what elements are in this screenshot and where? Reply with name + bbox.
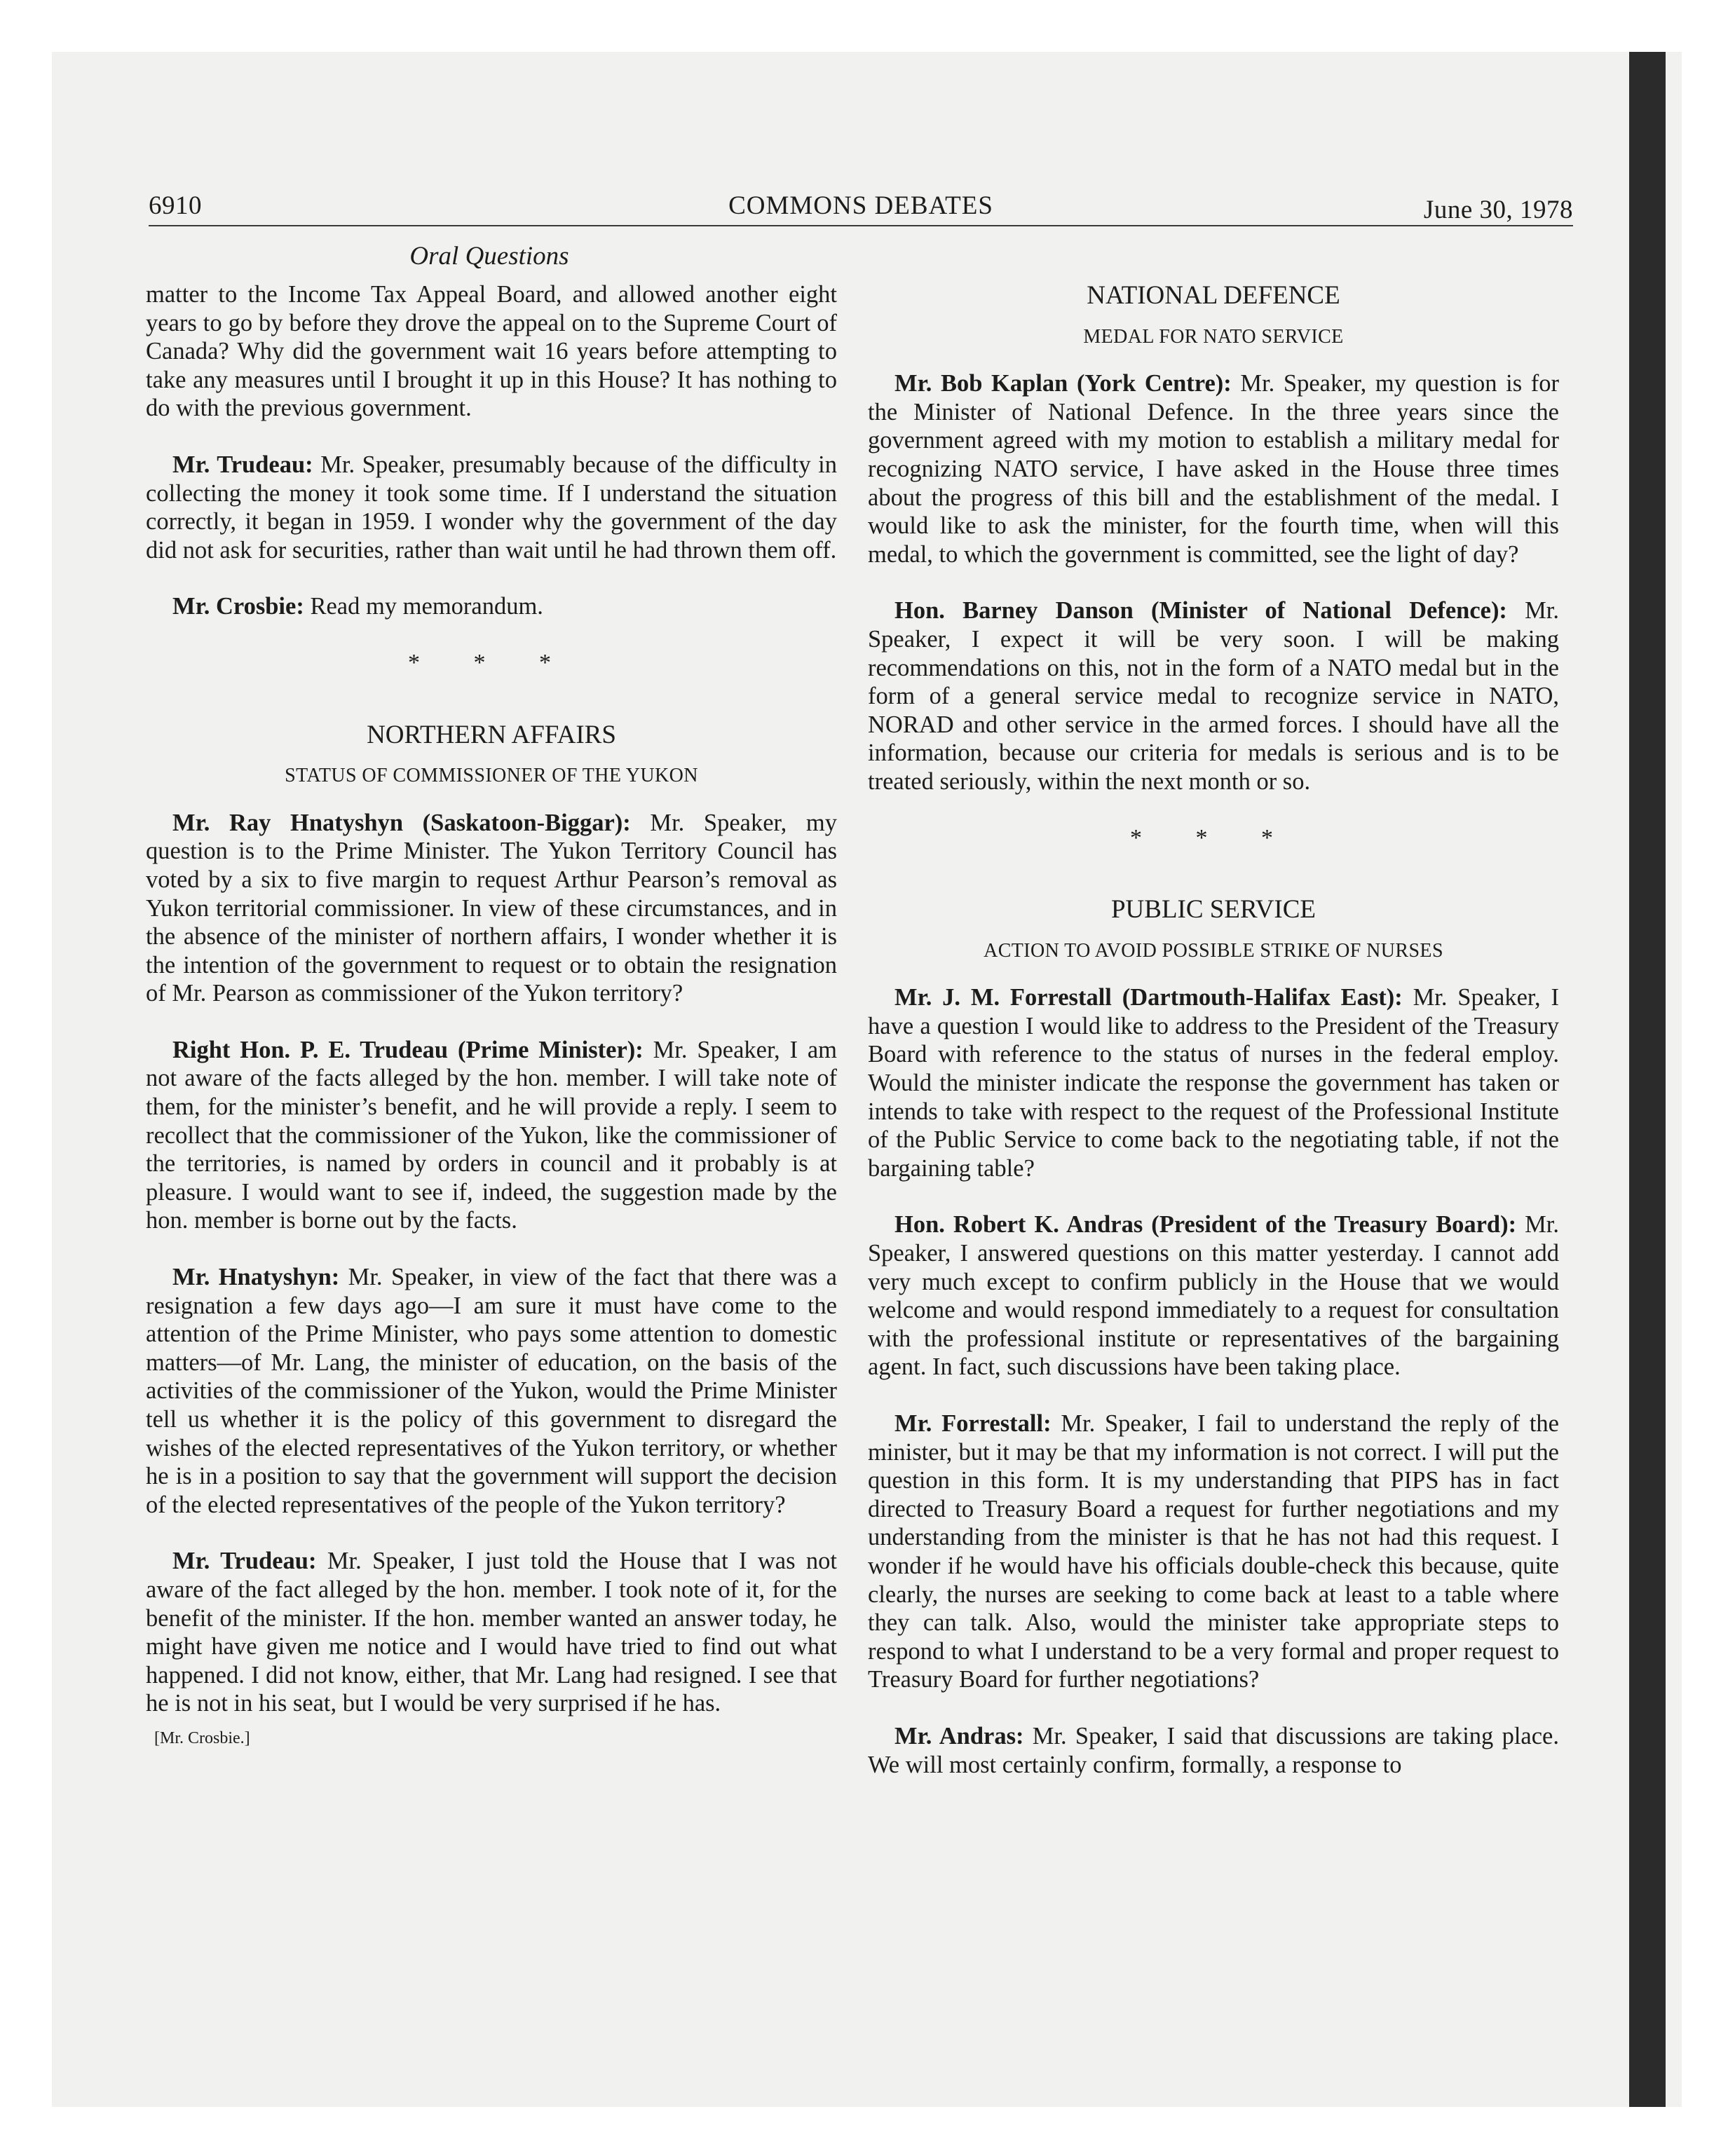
- section-subheading: MEDAL FOR NATO SERVICE: [1083, 325, 1344, 348]
- page-number: 6910: [149, 191, 202, 220]
- speaker-name: Mr. Forrestall:: [894, 1410, 1052, 1437]
- speech-text: Mr. Speaker, I answered questions on this matter yesterday. I cannot add very much except to confirm publicly in the House that we would welcome and would respond immediately to a request for consultation with the professional institute or representatives of the bargaining agent. In fact, such discussions have been taking place.: [868, 1211, 1559, 1381]
- paragraph: [146, 592, 837, 621]
- paragraph: [146, 451, 837, 564]
- paragraph: [146, 1547, 837, 1718]
- footnote: [Mr. Crosbie.]: [154, 1728, 250, 1747]
- speaker-name: Mr. Hnatyshyn:: [172, 1264, 340, 1291]
- paragraph: [146, 1263, 837, 1519]
- paragraph: [868, 1410, 1559, 1694]
- speech-text: Mr. Speaker, I am not aware of the facts alleged by the hon. member. I will take note of them, for the minister’s benefit, and he will provide a reply. I seem to recollect that the commissioner of the Yukon, like the commissioner of the territories, is named by orders in council and it probably is at pleasure. I would want to see if, indeed, the suggestion made by the hon. member is borne out by the facts.: [146, 1036, 837, 1234]
- paragraph: [868, 983, 1559, 1182]
- speech-text: Mr. Speaker, my question is for the Minister of National Defence. In the three years since the government agreed with my motion to establish a military medal for recognizing NATO service, I have asked in the House three times about the progress of this bill and the establishment of the medal. I would like to ask the minister, for the fourth time, when will this medal, to which the government is committed, see the light of day?: [868, 370, 1559, 568]
- page-header: [149, 191, 1573, 233]
- speaker-name: Hon. Robert K. Andras (President of the Treasury Board):: [894, 1211, 1517, 1239]
- section-title: NORTHERN AFFAIRS: [367, 720, 616, 749]
- speech-text: Mr. Speaker, I expect it will be very soon. I will be making recommendations on this, not in the form of a NATO medal but in the form of a general service medal to recognize service in NATO, NORAD and other service in the armed forces. I should have all the information, because our criteria for medals is serious and is to be treated seriously, within the next month or so.: [868, 597, 1559, 795]
- speaker-name: Mr. Trudeau:: [172, 1548, 317, 1575]
- section-subheading: STATUS OF COMMISSIONER OF THE YUKON: [285, 765, 698, 787]
- page-date: June 30, 1978: [1423, 196, 1573, 224]
- speaker-name: Mr. Bob Kaplan (York Centre):: [894, 370, 1232, 397]
- speaker-name: Mr. Ray Hnatyshyn (Saskatoon-Biggar):: [172, 809, 631, 836]
- paragraph: [146, 809, 837, 1008]
- paragraph: [868, 369, 1559, 568]
- speech-text: Mr. Speaker, I have a question I would like to address to the President of the Treasury Board with reference to the status of nurses in the federal employ. Would the minister indicate the response the government has taken or intends to take with respect to the request of the Professional Institute of the Public Service to come back to the negotiating table, if not the bargaining table?: [868, 984, 1559, 1182]
- paragraph: [146, 1036, 837, 1235]
- speech-text: Mr. Speaker, my question is to the Prime Minister. The Yukon Territory Council has voted by a six to five margin to request Arthur Pearson’s removal as Yukon territorial commissioner. In view of these circumstances, and in the absence of the minister of northern affairs, I wonder whether it is the intention of the government to request or to obtain the resignation of Mr. Pearson as commissioner of the Yukon territory?: [146, 809, 837, 1007]
- speaker-name: Right Hon. P. E. Trudeau (Prime Minister):: [172, 1036, 644, 1063]
- section-separator: * * *: [408, 649, 575, 676]
- right-column: [868, 282, 1559, 1807]
- speaker-name: Mr. Andras:: [894, 1722, 1024, 1749]
- paragraph: [868, 1722, 1559, 1779]
- scan-edge: [1629, 52, 1666, 2107]
- paragraph: [146, 280, 837, 423]
- paragraph: [868, 596, 1559, 796]
- speaker-name: Mr. J. M. Forrestall (Dartmouth-Halifax East):: [894, 984, 1403, 1011]
- speech-text: Mr. Speaker, I fail to understand the reply of the minister, but it may be that my information is not correct. I will put the question in this form. It is my understanding that PIPS has in fact directed to Treasury Board a request for further negotiations and my understanding from the minister is that he has not had this request. I wonder if he would have his officials double-check this because, quite clearly, the nurses are seeking to come back at least to a table where they can talk. Also, would the minister take appropriate steps to respond to what I understand to be a very formal and proper request to Treasury Board for further negotiations?: [868, 1410, 1559, 1693]
- speaker-name: Mr. Crosbie:: [172, 593, 304, 620]
- section-separator: * * *: [1130, 824, 1297, 851]
- left-column: [146, 280, 837, 1749]
- paragraph: [868, 1210, 1559, 1381]
- speaker-name: Mr. Trudeau:: [172, 451, 313, 478]
- section-title: PUBLIC SERVICE: [1110, 895, 1316, 925]
- speech-text: Mr. Speaker, presumably because of the difficulty in collecting the money it took some time. If I understand the situation correctly, it began in 1959. I wonder why the government of the day did not ask for securities, rather than wait until he had thrown them off.: [146, 451, 837, 564]
- running-head: Oral Questions: [409, 242, 569, 271]
- speech-text: Mr. Speaker, I said that discussions are taking place. We will most certainly confirm, formally, a response to: [868, 1722, 1559, 1778]
- speech-text: matter to the Income Tax Appeal Board, and allowed another eight years to go by before they drove the appeal on to the Supreme Court of Canada? Why did the government wait 16 years before attempting to take any measures until I brought it up in this House? It has nothing to do with the previous government.: [146, 281, 837, 422]
- section-subheading: ACTION TO AVOID POSSIBLE STRIKE OF NURSES: [984, 939, 1443, 962]
- publication-title: COMMONS DEBATES: [728, 191, 993, 220]
- section-title: NATIONAL DEFENCE: [1087, 281, 1340, 310]
- header-rule: [149, 225, 1573, 226]
- speaker-name: Hon. Barney Danson (Minister of National Defence):: [894, 597, 1507, 625]
- speech-text: Mr. Speaker, I just told the House that I was not aware of the fact alleged by the hon. member. I took note of it, for the benefit of the minister. If the hon. member wanted an answer today, he might have given me notice and I would have tried to find out what happened. I did not know, either, that Mr. Lang had resigned. I see that he is not in his seat, but I would be very surprised if he has.: [146, 1548, 837, 1717]
- speech-text: Mr. Speaker, in view of the fact that there was a resignation a few days ago—I am sure it must have come to the attention of the Prime Minister, who pays some attention to domestic matters—of Mr. Lang, the minister of education, on the basis of the activities of the commissioner of the Yukon, would the Prime Minister tell us whether it is the policy of this government to disregard the wishes of the elected representatives of the Yukon territory, or whether he is in a position to say that the government will support the decision of the elected representatives of the people of the Yukon territory?: [146, 1264, 837, 1518]
- speech-text: Read my memorandum.: [304, 593, 543, 620]
